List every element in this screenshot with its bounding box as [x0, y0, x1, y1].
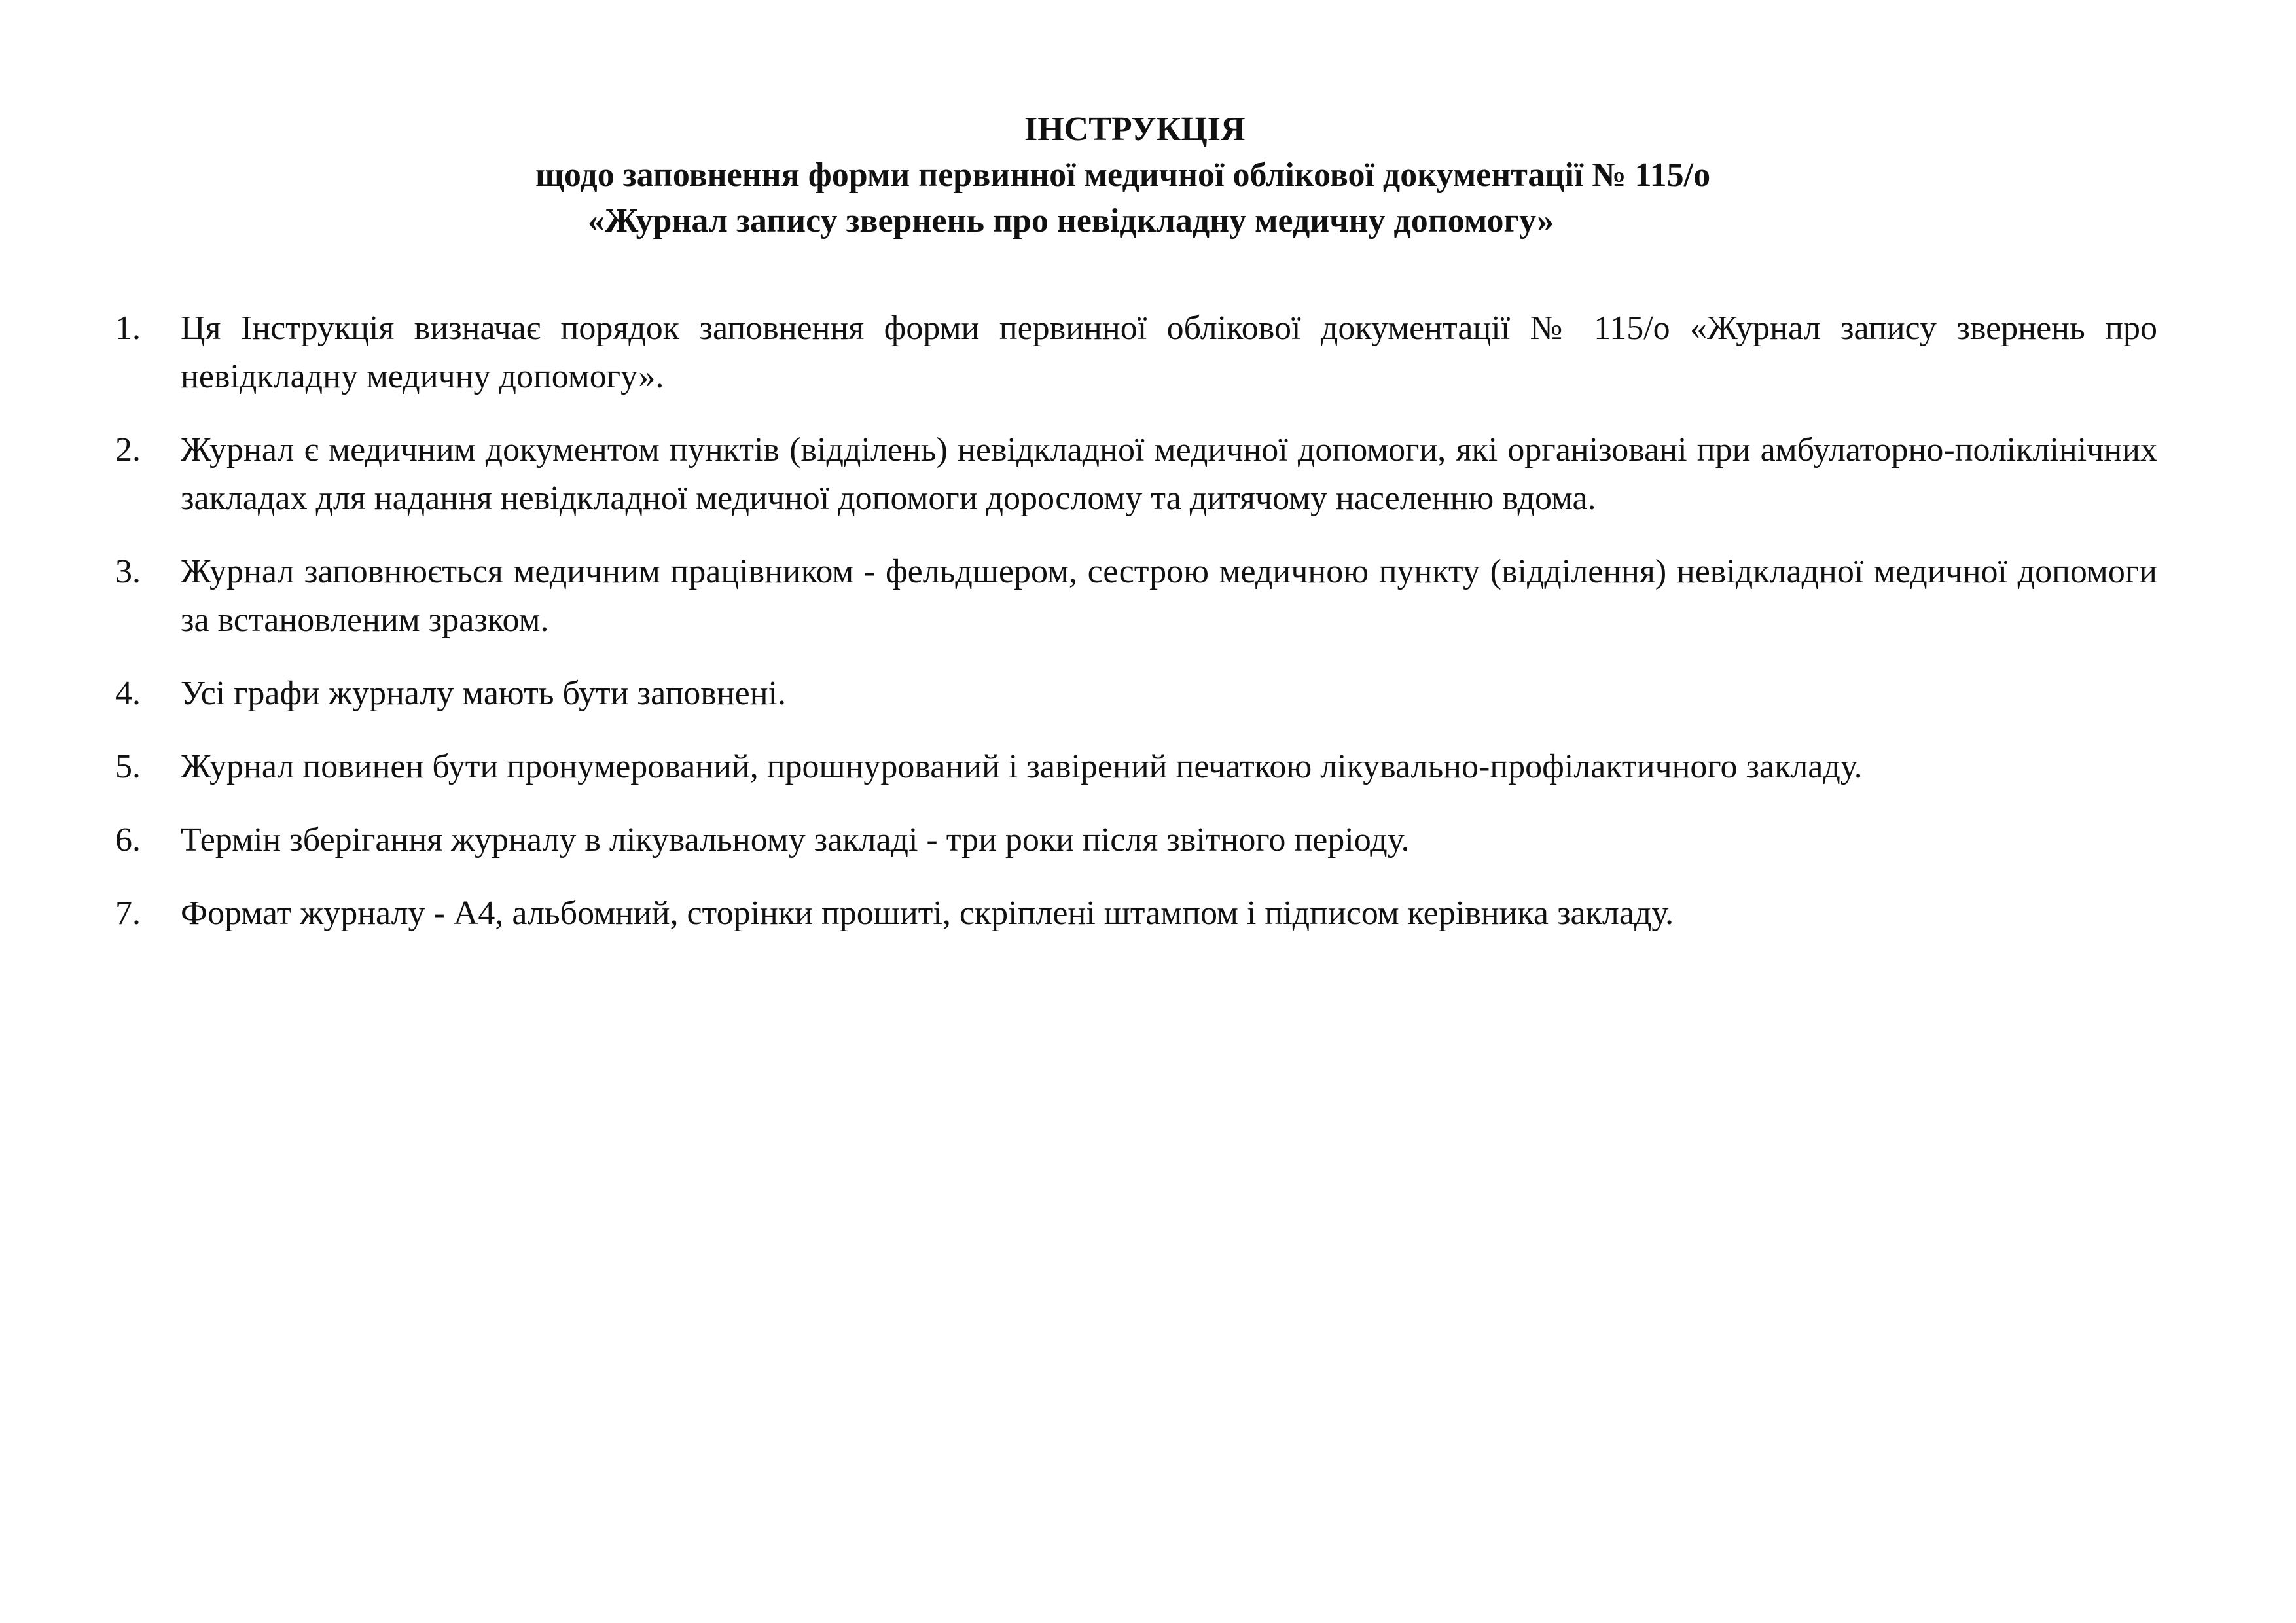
instruction-item — [115, 548, 2157, 645]
document-title-text: ІНСТРУКЦІЯ — [1024, 111, 1246, 148]
instruction-item — [115, 669, 2157, 718]
instruction-text: Журнал є медичним документом пунктів (відділень) невідкладної медичної допомоги, які організовані при амбулаторно-поліклінічних закладах для надання невідкладної медичної допомоги дорослому та дитячому населенню вдома. — [181, 431, 2157, 517]
instruction-number: 2. — [115, 431, 141, 469]
instruction-item — [115, 816, 2157, 865]
instruction-item — [115, 426, 2157, 523]
instruction-text: Формат журналу - А4, альбомний, сторінки прошиті, скріплені штампом і підписом керівника закладу. — [181, 895, 1674, 932]
instruction-text: Термін зберігання журналу в лікувальному закладі - три роки після звітного періоду. — [181, 821, 1410, 859]
instruction-text: Усі графи журналу мають бути заповнені. — [181, 675, 787, 712]
instruction-number: 7. — [115, 895, 141, 932]
instruction-number: 1. — [115, 310, 141, 347]
instruction-number: 5. — [115, 748, 141, 785]
instruction-text: Журнал заповнюється медичним працівником - фельдшером, сестрою медичною пункту (відділення) невідкладної медичної допомоги за встановленим зразком. — [181, 553, 2157, 639]
instruction-item — [115, 889, 2157, 938]
instruction-text: Журнал повинен бути пронумерований, прошнурований і завірений печаткою лікувально-профілактичного закладу. — [181, 748, 1863, 785]
instruction-list — [115, 304, 2157, 963]
instruction-number: 6. — [115, 821, 141, 859]
instruction-text: Ця Інструкція визначає порядок заповнення форми первинної облікової документації № 115/о «Журнал запису звернень про невідкладну медичну допомогу». — [181, 310, 2157, 395]
document-subtitle-text: щодо заповнення форми первинної медичної облікової документації № 115/о — [535, 156, 1711, 194]
instruction-item — [115, 304, 2157, 401]
instruction-item — [115, 743, 2157, 791]
form-name-text: «Журнал запису звернень про невідкладну медичну допомогу» — [588, 202, 1554, 240]
instruction-number: 4. — [115, 675, 141, 712]
instruction-number: 3. — [115, 553, 141, 590]
